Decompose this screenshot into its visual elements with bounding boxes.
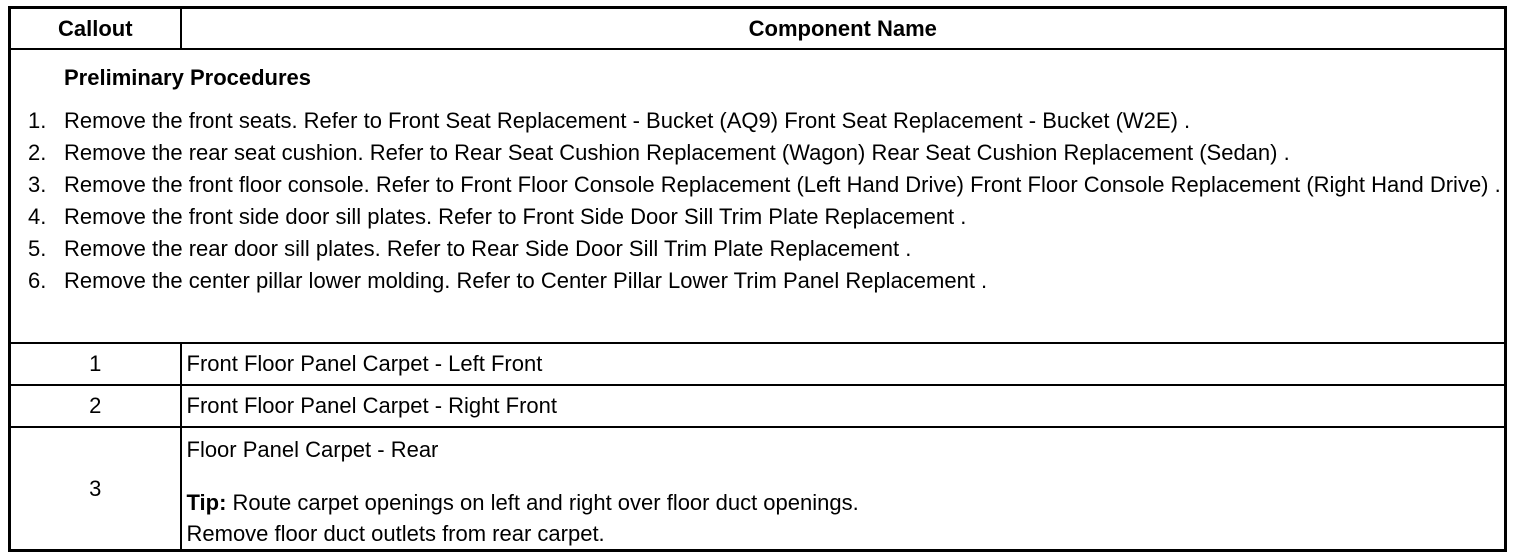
step-text: Remove the rear door sill plates. Refer to Rear Side Door Sill Trim Plate Replacement . <box>64 236 912 261</box>
tip-label: Tip: <box>186 490 227 515</box>
table-row <box>10 343 1506 385</box>
step-number: 5. <box>28 236 47 261</box>
step-item <box>11 201 1504 233</box>
step-text: Remove the front seats. Refer to Front Seat Replacement - Bucket (AQ9) Front Seat Replacement - Bucket (W2E) . <box>64 108 1191 133</box>
step-item <box>11 137 1504 169</box>
step-number: 6. <box>28 268 47 293</box>
component-name: Floor Panel Carpet - Rear <box>186 437 439 462</box>
table-row <box>10 385 1506 427</box>
step-text: Remove the center pillar lower molding. Refer to Center Pillar Lower Trim Panel Replacement . <box>64 268 988 293</box>
callout-number: 3 <box>10 427 181 551</box>
step-text: Remove the front side door sill plates. Refer to Front Side Door Sill Trim Plate Replacement . <box>64 204 967 229</box>
step-item <box>11 233 1504 265</box>
component-name: Front Floor Panel Carpet - Left Front <box>181 343 1506 385</box>
step-item <box>11 265 1504 297</box>
header-callout: Callout <box>10 8 181 50</box>
callout-table <box>8 6 1507 552</box>
step-text: Remove the front floor console. Refer to Front Floor Console Replacement (Left Hand Drive) Front Floor Console Replacement (Right Hand Drive) . <box>64 172 1501 197</box>
table-row <box>10 427 1506 551</box>
preliminary-title: Preliminary Procedures <box>64 65 312 90</box>
step-number: 4. <box>28 204 47 229</box>
tip-line <box>187 487 1505 518</box>
step-number: 1. <box>28 108 47 133</box>
callout-number: 1 <box>10 343 181 385</box>
tip-text-line-2: Remove floor duct outlets from rear carpet. <box>186 521 605 546</box>
header-component-name: Component Name <box>181 8 1506 50</box>
preliminary-cell <box>10 49 1506 343</box>
step-text: Remove the rear seat cushion. Refer to Rear Seat Cushion Replacement (Wagon) Rear Seat Cushion Replacement (Sedan) . <box>64 140 1290 165</box>
spacer <box>187 465 1505 487</box>
tip-text: Route carpet openings on left and right over floor duct openings. <box>226 490 859 515</box>
component-name: Front Floor Panel Carpet - Right Front <box>181 385 1506 427</box>
callout-number: 2 <box>10 385 181 427</box>
preliminary-row <box>10 49 1506 343</box>
step-item <box>11 105 1504 137</box>
step-number: 3. <box>28 172 47 197</box>
component-cell <box>181 427 1506 551</box>
step-item <box>11 169 1504 201</box>
header-row <box>10 8 1506 50</box>
preliminary-steps <box>11 105 1504 297</box>
step-number: 2. <box>28 140 47 165</box>
